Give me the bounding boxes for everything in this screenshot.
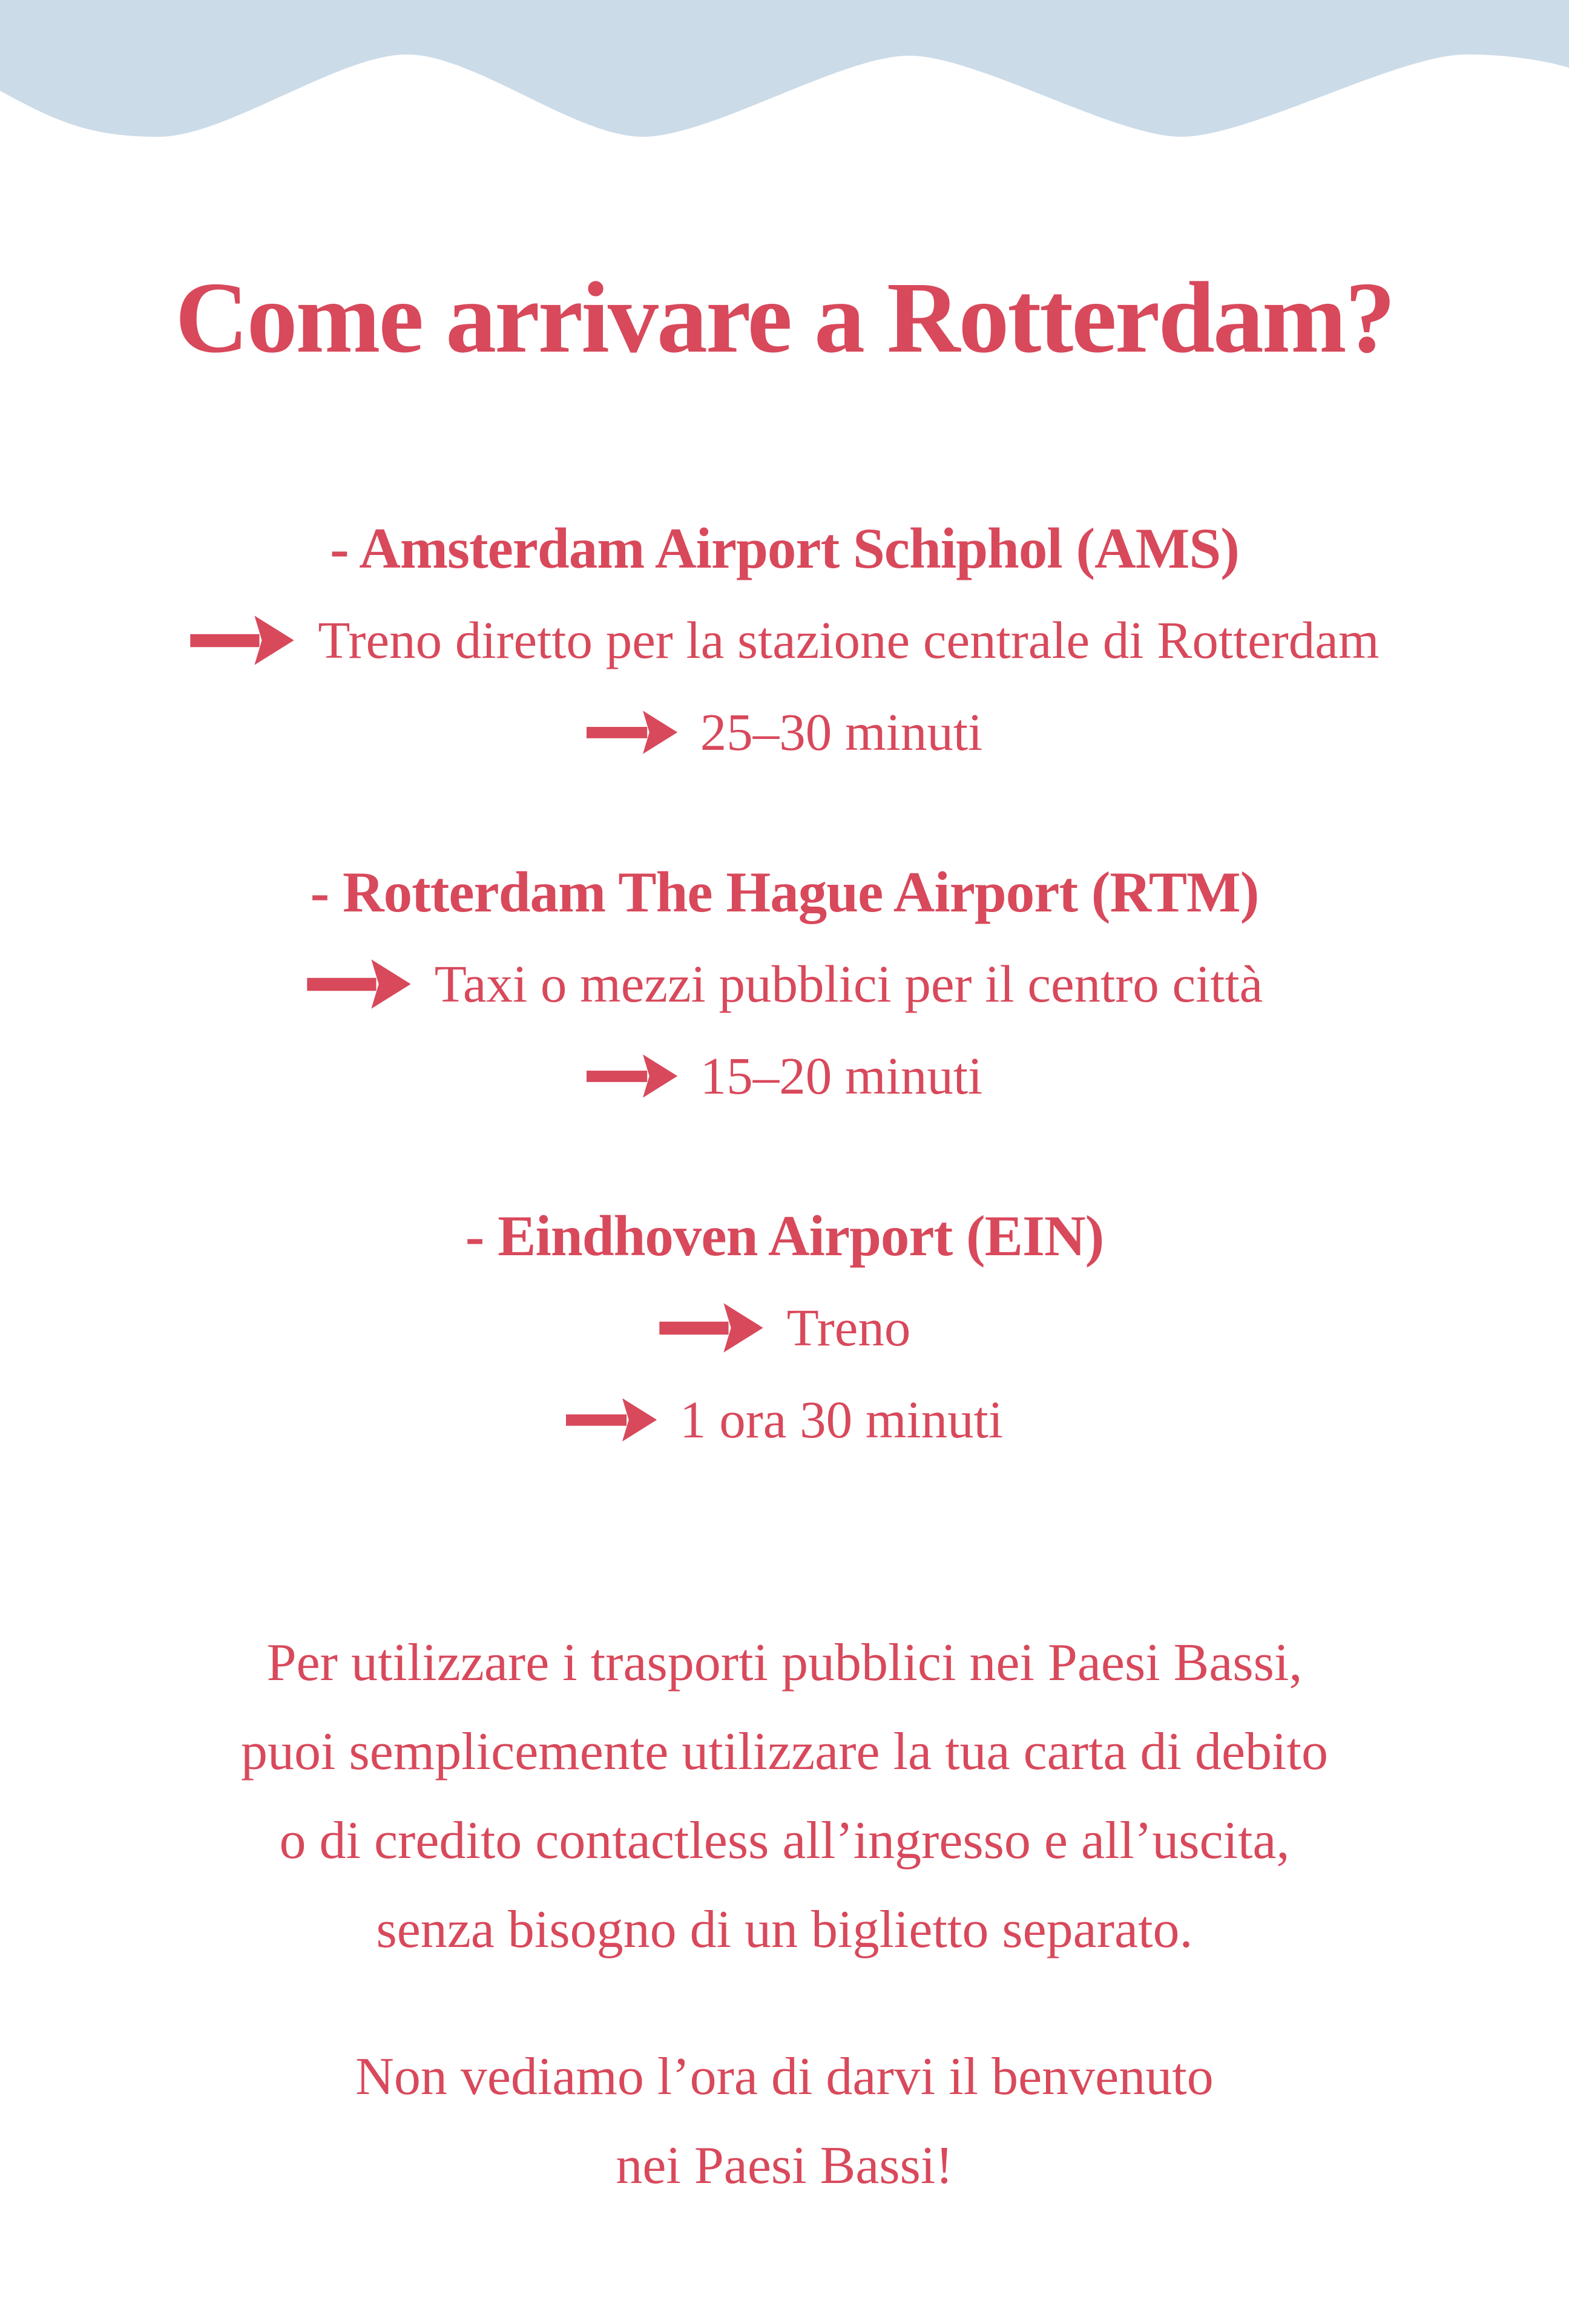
arrow-right-icon <box>587 705 679 760</box>
arrow-right-icon <box>566 1393 658 1447</box>
airport-name-label: - Eindhoven Airport (EIN) <box>465 1204 1104 1268</box>
arrow-right-icon <box>189 609 296 671</box>
closing-message <box>0 2032 1569 2210</box>
paragraph-line: o di credito contactless all’ingresso e all’uscita, <box>279 1811 1290 1870</box>
route-row <box>0 1282 1569 1374</box>
duration-row <box>0 1374 1569 1466</box>
duration-row <box>0 1030 1569 1122</box>
paragraph-line: puoi semplicemente utilizzare la tua carta di debito <box>241 1722 1328 1781</box>
wave-decoration <box>0 0 1569 145</box>
airport-section-ams <box>0 502 1569 778</box>
airport-name-label: - Rotterdam The Hague Airport (RTM) <box>310 860 1259 924</box>
route-label: Taxi o mezzi pubblici per il centro città <box>434 954 1263 1013</box>
duration-label: 25–30 minuti <box>700 703 983 761</box>
route-row <box>0 594 1569 686</box>
arrow-right-icon <box>659 1297 765 1359</box>
route-label: Treno diretto per la stazione centrale di Rotterdam <box>318 611 1380 669</box>
airport-section-rtm <box>0 846 1569 1122</box>
duration-row <box>0 686 1569 778</box>
arrow-right-icon <box>587 1049 679 1103</box>
route-label: Treno <box>786 1298 911 1357</box>
paragraph-line: Per utilizzare i trasporti pubblici nei Paesi Bassi, <box>266 1633 1303 1692</box>
duration-label: 1 ora 30 minuti <box>679 1390 1004 1449</box>
page-title: Come arrivare a Rotterdam? <box>175 261 1394 374</box>
airport-section-ein <box>0 1190 1569 1466</box>
info-paragraph <box>0 1618 1569 1974</box>
wave-icon <box>0 0 1569 145</box>
closing-line: Non vediamo l’ora di darvi il benvenuto <box>355 2047 1214 2106</box>
closing-line: nei Paesi Bassi! <box>616 2136 953 2195</box>
duration-label: 15–20 minuti <box>700 1046 983 1105</box>
arrow-right-icon <box>306 953 413 1015</box>
airport-name-label: - Amsterdam Airport Schiphol (AMS) <box>330 516 1239 580</box>
route-row <box>0 938 1569 1030</box>
paragraph-line: senza bisogno di un biglietto separato. <box>376 1900 1193 1959</box>
airport-sections <box>0 502 1569 1466</box>
